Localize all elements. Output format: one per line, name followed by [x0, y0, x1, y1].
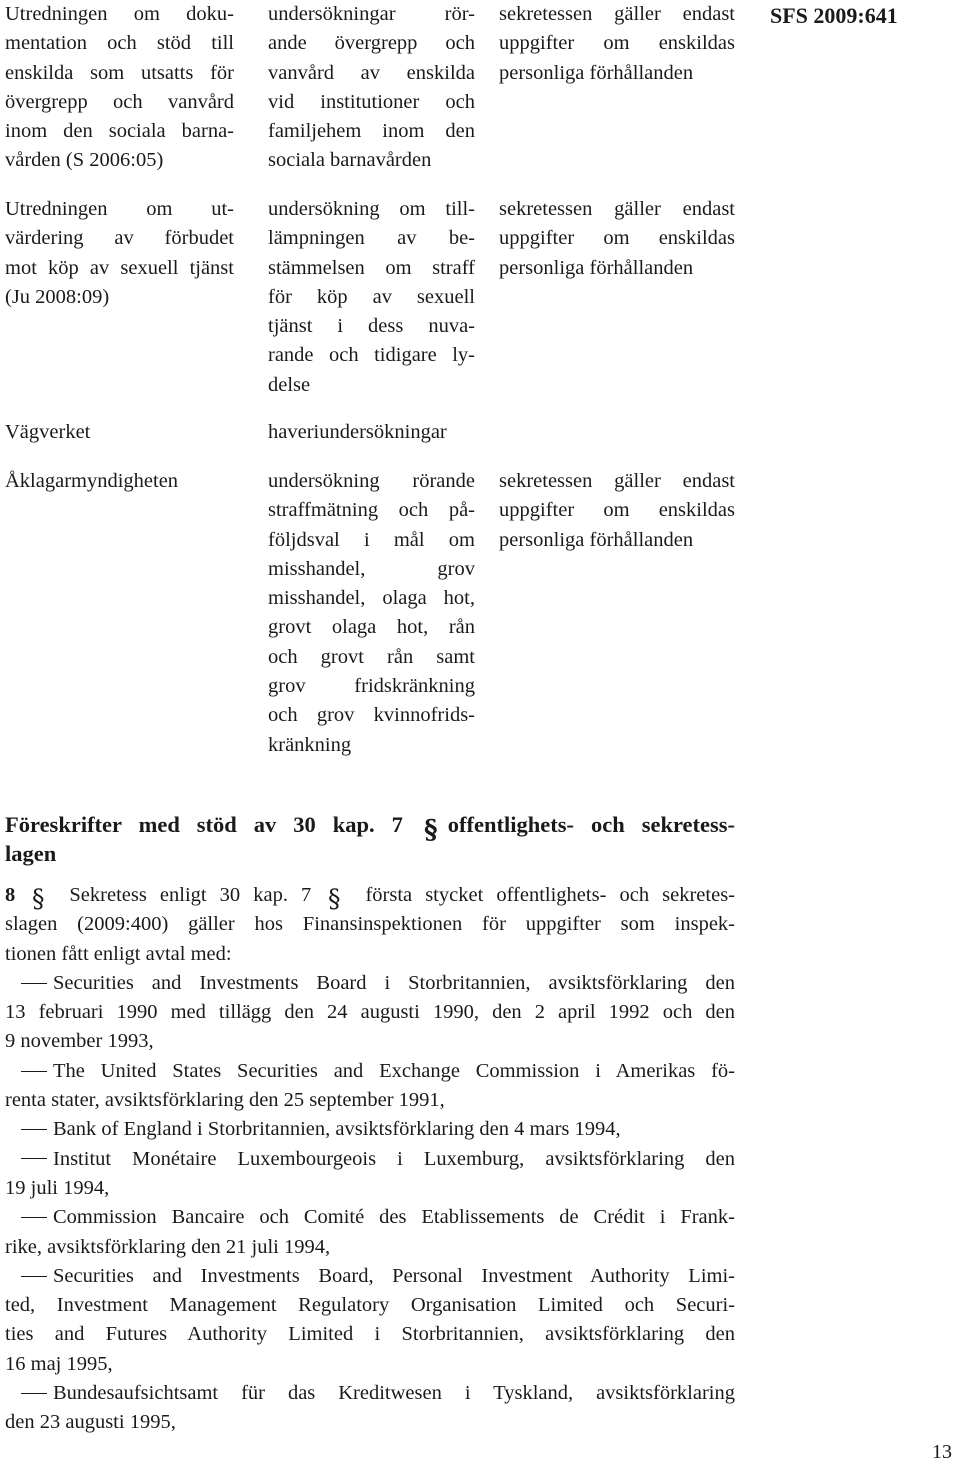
authority-cell — [5, 418, 234, 447]
cell-line: sekretessen gäller endast — [499, 198, 735, 220]
list-item-text: Bundesaufsichtsamt für das Kreditwesen i Tyskland, avsiktsförklaring — [53, 1382, 735, 1405]
list-item-first-line — [5, 1057, 735, 1086]
cell-line: lämpningen av be- — [268, 227, 475, 250]
list-item-text: Securities and Investments Board, Personal Investment Authority Limi- — [53, 1264, 735, 1287]
list-item — [5, 1203, 735, 1262]
list-item-line: 13 februari 1990 med tillägg den 24 augusti 1990, den 2 april 1992 och den — [5, 1001, 735, 1024]
section-heading — [5, 810, 735, 868]
cell-line: Utredningen om doku- — [5, 3, 234, 25]
cell-line: stämmelsen om straff — [268, 256, 475, 279]
cell-line: undersökning om till- — [268, 198, 475, 220]
list-item-text: Bank of England i Storbritannien, avsiktsförklaring den 4 mars 1994, — [53, 1118, 621, 1141]
cell-line: kränkning — [268, 733, 352, 756]
svg-text:§: § — [423, 815, 438, 841]
list-item-first-line — [5, 1145, 735, 1174]
svg-text:§: § — [32, 884, 45, 910]
restriction-cell — [499, 0, 735, 88]
cell-line: personliga förhållanden — [499, 61, 694, 84]
list-item-line: 19 juli 1994, — [5, 1176, 110, 1199]
cell-line: uppgifter om enskildas — [499, 499, 735, 522]
list-item — [5, 1262, 735, 1379]
cell-line: följdsval i mål om — [268, 528, 475, 551]
dash-icon — [21, 1129, 47, 1130]
restriction-cell — [499, 467, 735, 555]
heading-line-1: Föreskrifter med stöd av 30 kap. 7 § offentlighets- och sekretess- — [5, 810, 735, 839]
cell-line: inom den sociala barna- — [5, 120, 234, 143]
cell-line: Utredningen om ut- — [5, 198, 234, 220]
heading-line-2: lagen — [5, 841, 57, 866]
cell-line: för köp av sexuell — [268, 285, 475, 308]
list-item-line: renta stater, avsiktsförklaring den 25 september 1991, — [5, 1089, 445, 1112]
cell-line: tjänst i dess nuva- — [268, 315, 475, 338]
matter-cell — [268, 418, 475, 447]
dash-icon — [21, 1158, 47, 1159]
cell-line: rande och tidigare ly- — [268, 344, 475, 367]
cell-line: vid institutioner och — [268, 90, 475, 113]
list-item — [5, 969, 735, 1057]
cell-line: övergrepp och vanvård — [5, 90, 234, 113]
paragraph-number: 8 — [5, 884, 16, 906]
authority-cell — [5, 0, 234, 176]
page-number: 13 — [932, 1441, 952, 1463]
cell-line: haveriundersökningar — [268, 421, 447, 443]
list-item-first-line — [5, 1379, 735, 1408]
list-item-text: Commission Bancaire och Comité des Etablissements de Crédit i Frank- — [53, 1206, 735, 1229]
cell-line: vanvård av enskilda — [268, 61, 475, 84]
authority-cell — [5, 195, 234, 312]
cell-line: undersökning rörande — [268, 470, 475, 492]
list-item — [5, 1115, 735, 1144]
list-item-first-line — [5, 1203, 735, 1232]
cell-line: värdering av förbudet — [5, 227, 234, 250]
cell-line: grovt olaga hot, rån — [268, 616, 475, 639]
cell-line: straffmätning och på- — [268, 499, 475, 522]
cell-line: uppgifter om enskildas — [499, 32, 735, 55]
list-item-line: ted, Investment Management Regulatory Organisation Limited och Securi- — [5, 1294, 735, 1317]
list-item-first-line — [5, 1262, 735, 1291]
cell-line: Vägverket — [5, 421, 91, 443]
cell-line: personliga förhållanden — [499, 528, 694, 551]
matter-cell — [268, 0, 475, 176]
cell-line: personliga förhållanden — [499, 256, 694, 279]
matter-cell — [268, 195, 475, 400]
cell-line: familjehem inom den — [268, 120, 475, 143]
list-item-line: 9 november 1993, — [5, 1030, 154, 1053]
svg-text:§: § — [328, 884, 341, 910]
cell-line: sociala barnavården — [268, 149, 432, 172]
cell-line: och grovt rån samt — [268, 645, 475, 668]
para-line-1: 8 § Sekretess enligt 30 kap. 7 § första stycket offentlighets- och sekretes- — [5, 881, 735, 910]
cell-line: mentation och stöd till — [5, 32, 234, 55]
list-item — [5, 1145, 735, 1204]
cell-line: Åklagarmyndigheten — [5, 470, 179, 492]
para-line-3: tionen fått enligt avtal med: — [5, 942, 232, 965]
list-item-text: Securities and Investments Board i Storbritannien, avsiktsförklaring den — [53, 971, 735, 994]
section-body — [5, 881, 735, 1438]
cell-line: (Ju 2008:09) — [5, 285, 110, 308]
cell-line: enskilda som utsatts för — [5, 61, 234, 84]
restriction-cell — [499, 195, 735, 283]
cell-line: sekretessen gäller endast — [499, 470, 735, 492]
list-item-text: Institut Monétaire Luxembourgeois i Luxemburg, avsiktsförklaring den — [53, 1147, 735, 1170]
agreement-list — [5, 969, 735, 1438]
cell-line: sekretessen gäller endast — [499, 3, 735, 25]
cell-line: undersökningar rör- — [268, 3, 475, 25]
cell-line: ande övergrepp och — [268, 32, 475, 55]
cell-line: misshandel, olaga hot, — [268, 587, 475, 610]
cell-line: misshandel, grov — [268, 557, 475, 580]
cell-line: delse — [268, 373, 311, 396]
dash-icon — [21, 1276, 47, 1277]
list-item-line: rike, avsiktsförklaring den 21 juli 1994, — [5, 1235, 331, 1258]
dash-icon — [21, 1217, 47, 1218]
para-line-2: slagen (2009:400) gäller hos Finansinspektionen för uppgifter som inspek- — [5, 913, 735, 936]
list-item-text: The United States Securities and Exchange Commission i Amerikas fö- — [53, 1059, 735, 1082]
dash-icon — [21, 1393, 47, 1394]
cell-line: mot köp av sexuell tjänst — [5, 256, 234, 279]
cell-line: uppgifter om enskildas — [499, 227, 735, 250]
list-item-first-line — [5, 969, 735, 998]
list-item-line: 16 maj 1995, — [5, 1352, 113, 1375]
dash-icon — [21, 1071, 47, 1072]
list-item-line: ties and Futures Authority Limited i Storbritannien, avsiktsförklaring den — [5, 1323, 735, 1346]
list-item — [5, 1379, 735, 1438]
sfs-number: SFS 2009:641 — [770, 3, 898, 28]
cell-line: och grov kvinnofrids- — [268, 704, 475, 727]
matter-cell — [268, 467, 475, 760]
authority-cell — [5, 467, 234, 496]
list-item-line: den 23 augusti 1995, — [5, 1411, 176, 1434]
cell-line: grov fridskränkning — [268, 675, 475, 698]
list-item-first-line — [5, 1115, 735, 1144]
dash-icon — [21, 983, 47, 984]
cell-line: vården (S 2006:05) — [5, 149, 164, 172]
list-item — [5, 1057, 735, 1116]
